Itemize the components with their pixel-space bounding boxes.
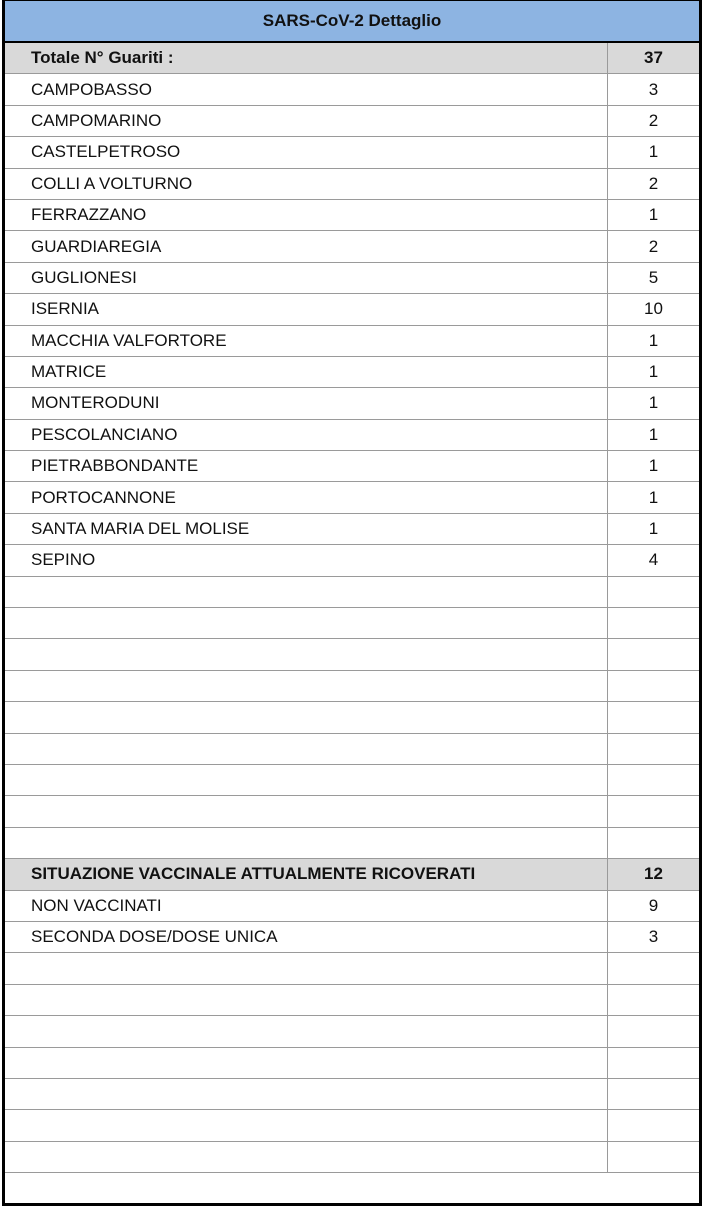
empty-cell	[608, 1016, 699, 1046]
empty-row	[5, 1142, 699, 1173]
vaccination-status-name: SECONDA DOSE/DOSE UNICA	[5, 922, 608, 952]
vaccination-total-value: 12	[644, 864, 663, 884]
empty-row	[5, 608, 699, 639]
municipality-value: 1	[648, 456, 659, 476]
municipality-name: CAMPOMARINO	[5, 106, 608, 136]
table-row	[5, 482, 699, 513]
empty-cell	[5, 1142, 608, 1172]
table-row	[5, 200, 699, 231]
table-row	[5, 137, 699, 168]
vaccination-status-value: 9	[648, 895, 659, 915]
table-row	[5, 420, 699, 451]
table-row	[5, 169, 699, 200]
empty-cell	[608, 765, 699, 795]
table-row	[5, 74, 699, 105]
empty-cell	[608, 1142, 699, 1172]
empty-cell	[608, 702, 699, 732]
table-body	[5, 43, 699, 1206]
table-footer-space	[5, 1173, 699, 1206]
municipality-name: MONTERODUNI	[5, 388, 608, 418]
empty-cell	[5, 985, 608, 1015]
table-row	[5, 451, 699, 482]
municipality-name: GUARDIAREGIA	[5, 231, 608, 261]
municipality-value: 5	[648, 267, 659, 287]
municipality-name: GUGLIONESI	[5, 263, 608, 293]
municipality-name: COLLI A VOLTURNO	[5, 169, 608, 199]
municipality-value: 3	[648, 79, 659, 99]
municipality-name: PIETRABBONDANTE	[5, 451, 608, 481]
vaccination-status-name: NON VACCINATI	[5, 891, 608, 921]
municipality-name: MACCHIA VALFORTORE	[5, 326, 608, 356]
empty-cell	[5, 765, 608, 795]
municipality-value: 10	[644, 299, 663, 319]
municipality-value: 1	[648, 330, 659, 350]
empty-cell	[5, 608, 608, 638]
empty-cell	[608, 1048, 699, 1078]
empty-cell	[608, 639, 699, 669]
empty-row	[5, 577, 699, 608]
empty-row	[5, 985, 699, 1016]
municipality-name: CAMPOBASSO	[5, 74, 608, 104]
municipality-name: SANTA MARIA DEL MOLISE	[5, 514, 608, 544]
table-row	[5, 357, 699, 388]
empty-cell	[5, 1048, 608, 1078]
empty-cell	[608, 1079, 699, 1109]
empty-row	[5, 702, 699, 733]
empty-row	[5, 828, 699, 859]
table-row	[5, 514, 699, 545]
vaccination-list	[5, 891, 699, 954]
empty-cell	[608, 953, 699, 983]
municipality-name: MATRICE	[5, 357, 608, 387]
recovered-list	[5, 74, 699, 576]
municipality-value: 1	[648, 142, 659, 162]
empty-row	[5, 953, 699, 984]
empty-cell	[608, 734, 699, 764]
table-row	[5, 545, 699, 576]
empty-cell	[5, 671, 608, 701]
municipality-value: 1	[648, 519, 659, 539]
empty-row	[5, 734, 699, 765]
table-row	[5, 294, 699, 325]
municipality-value: 1	[648, 205, 659, 225]
empty-cell	[5, 1079, 608, 1109]
empty-cell	[608, 671, 699, 701]
municipality-value: 1	[648, 362, 659, 382]
recovered-total-row	[5, 43, 699, 74]
empty-cell	[608, 577, 699, 607]
table-row	[5, 231, 699, 262]
empty-cell	[5, 702, 608, 732]
municipality-name: PESCOLANCIANO	[5, 420, 608, 450]
empty-rows-block	[5, 577, 699, 860]
empty-cell	[608, 985, 699, 1015]
recovered-total-value: 37	[644, 48, 663, 68]
vaccination-total-row	[5, 859, 699, 890]
vaccination-status-value: 3	[648, 927, 659, 947]
municipality-name: CASTELPETROSO	[5, 137, 608, 167]
empty-row	[5, 796, 699, 827]
table-row	[5, 106, 699, 137]
empty-row	[5, 1079, 699, 1110]
empty-cell	[5, 1016, 608, 1046]
municipality-name: PORTOCANNONE	[5, 482, 608, 512]
empty-cell	[5, 796, 608, 826]
table-title: SARS-CoV-2 Dettaglio	[5, 1, 699, 43]
municipality-value: 2	[648, 173, 659, 193]
municipality-name: SEPINO	[5, 545, 608, 575]
empty-cell	[608, 608, 699, 638]
empty-cell	[5, 639, 608, 669]
municipality-value: 2	[648, 236, 659, 256]
empty-cell	[5, 1110, 608, 1140]
empty-cell	[5, 734, 608, 764]
table-row	[5, 891, 699, 922]
empty-cell	[5, 953, 608, 983]
report-table	[2, 0, 702, 1206]
empty-rows-block	[5, 953, 699, 1173]
empty-cell	[5, 828, 608, 858]
table-row	[5, 263, 699, 294]
municipality-value: 1	[648, 424, 659, 444]
table-row	[5, 922, 699, 953]
municipality-name: ISERNIA	[5, 294, 608, 324]
empty-cell	[608, 796, 699, 826]
empty-row	[5, 671, 699, 702]
empty-row	[5, 1016, 699, 1047]
recovered-total-label: Totale N° Guariti :	[5, 43, 608, 73]
empty-cell	[608, 1110, 699, 1140]
vaccination-total-label: SITUAZIONE VACCINALE ATTUALMENTE RICOVERATI	[5, 859, 608, 889]
empty-cell	[608, 828, 699, 858]
empty-row	[5, 1110, 699, 1141]
table-row	[5, 388, 699, 419]
empty-row	[5, 765, 699, 796]
municipality-value: 4	[648, 550, 659, 570]
empty-row	[5, 1048, 699, 1079]
municipality-name: FERRAZZANO	[5, 200, 608, 230]
empty-cell	[5, 577, 608, 607]
municipality-value: 2	[648, 110, 659, 130]
municipality-value: 1	[648, 487, 659, 507]
empty-row	[5, 639, 699, 670]
table-row	[5, 326, 699, 357]
municipality-value: 1	[648, 393, 659, 413]
